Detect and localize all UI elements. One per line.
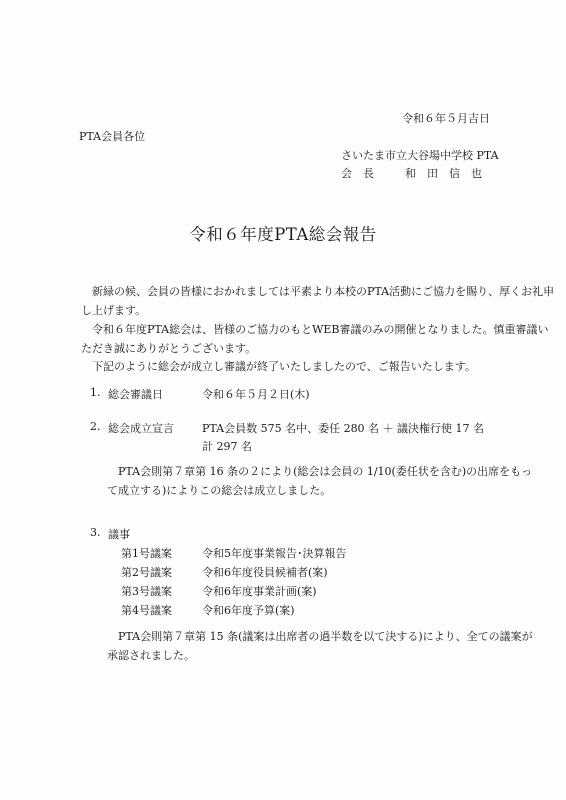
section-2-value-line1: PTA会員数 575 名中、委任 280 名 ＋ 議決権行使 17 名 <box>202 422 485 435</box>
agenda-item-2-id: 第2号議案 <box>121 566 172 579</box>
section-2-note-line2: て成立する)によりこの総会は成立しました。 <box>107 484 332 497</box>
intro-paragraph-1 <box>81 282 554 320</box>
agenda-item-4-text: 令和6年度予算(案) <box>202 604 295 617</box>
intro-p1-line2: し上げます。 <box>81 304 147 317</box>
agenda-item-3-text: 令和6年度事業計画(案) <box>202 585 317 598</box>
school-name: さいたま市立大谷場中学校 PTA <box>341 149 499 162</box>
section-3-note-line1: PTA会則第７章第 15 条(議案は出席者の過半数を以て決する)により、全ての議案が <box>118 630 533 643</box>
intro-p2-line2: ただき誠にありがとうございます。 <box>81 342 257 355</box>
intro-paragraph-3 <box>81 357 476 376</box>
section-1-value: 令和６年５月２日(木) <box>202 388 310 401</box>
page-title: 令和６年度PTA総会報告 <box>189 225 377 244</box>
agenda-item-1-text: 令和5年度事業報告･決算報告 <box>202 547 347 560</box>
agenda-item-1-id: 第1号議案 <box>121 547 172 560</box>
section-3-number: 3. <box>90 526 101 539</box>
president-role: 会 長 <box>341 167 374 180</box>
agenda-item-3-id: 第3号議案 <box>121 585 172 598</box>
section-3-label: 議事 <box>108 528 130 541</box>
section-1-label: 総会審議日 <box>108 388 163 401</box>
section-2-note-line1: PTA会則第７章第 16 条の２により(総会は会員の 1/10(委任状を含む)の出席をもっ <box>118 465 533 478</box>
intro-p2-line1: 令和６年度PTA総会は、皆様のご協力のもとWEB審議のみの開催となりました。慎重審議い <box>92 323 549 336</box>
section-2-value-line2: 計 297 名 <box>202 440 252 453</box>
section-2-note <box>107 462 532 500</box>
agenda-item-4-id: 第4号議案 <box>121 604 172 617</box>
section-2-label: 総会成立宣言 <box>108 422 174 435</box>
issue-date: 令和６年５月吉日 <box>402 112 490 125</box>
section-2-number: 2. <box>90 420 101 433</box>
president-name: 和 田 信 也 <box>405 167 482 180</box>
section-3-note <box>107 627 533 665</box>
recipient: PTA会員各位 <box>79 130 146 143</box>
section-3-note-line2: 承認されました。 <box>107 649 195 662</box>
intro-paragraph-2 <box>81 320 549 358</box>
intro-p3-line1: 下記のように総会が成立し審議が終了いたしましたので、ご報告いたします。 <box>92 360 476 373</box>
agenda-item-2-text: 令和6年度役員候補者(案) <box>202 566 328 579</box>
intro-p1-line1: 新緑の候、会員の皆様におかれましては平素より本校のPTA活動にご協力を賜り、厚くお礼申 <box>92 285 555 298</box>
section-1-number: 1. <box>90 386 101 399</box>
